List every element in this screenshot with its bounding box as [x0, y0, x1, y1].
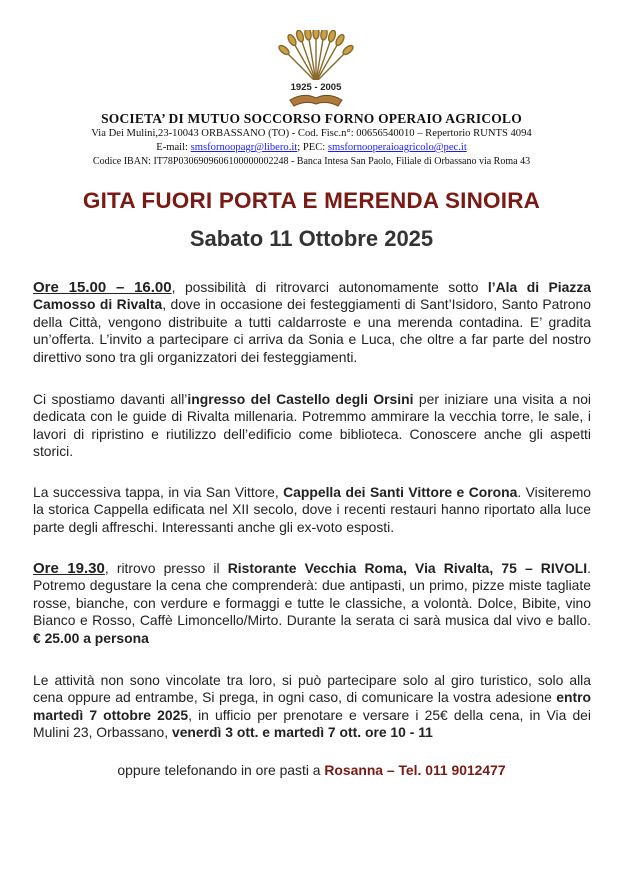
location-chapel: Cappella dei Santi Vittore e Corona	[283, 484, 518, 500]
text: , in ufficio per prenotare e versare i 25€ della cena, in Via dei Mulini 23, Orbassano,	[33, 706, 591, 741]
pec-label: ; PEC:	[297, 142, 326, 153]
paragraph-info	[33, 672, 591, 742]
phone-contact: Rosanna – Tel. 011 9012477	[324, 762, 506, 778]
society-logo	[270, 30, 362, 110]
text: , possibilità di ritrovarci autonomamente sotto	[171, 279, 488, 295]
location-restaurant: Ristorante Vecchia Roma, Via Rivalta, 75 – RIVOLI	[227, 560, 588, 576]
text: , ritrovo presso il	[104, 560, 228, 576]
organization-address: Via Dei Mulini,23-10043 ORBASSANO (TO) - Cod. Fisc.n°: 00656540010 – Repertorio RUNTS 4094	[91, 128, 532, 139]
paragraph-afternoon	[33, 279, 591, 366]
event-date: Sabato 11 Ottobre 2025	[189, 226, 434, 251]
pec-link[interactable]: smsfornooperaioagricolo@pec.it	[327, 142, 467, 153]
phone-contact-line	[0, 762, 623, 778]
email-label: E-mail:	[156, 142, 189, 153]
text: La successiva tappa, in via San Vittore,	[33, 484, 284, 500]
location-castle: ingresso del Castello degli Orsini	[187, 391, 414, 407]
text: . Visiteremo la storica Cappella edificata nel XII secolo, dove i recenti restauri hanno riportato alla luce parte degli affreschi. Interessanti anche gli ex-voto esposti.	[33, 484, 591, 535]
text: oppure telefonando in ore pasti a	[117, 762, 325, 778]
text: per iniziare una visita a noi dedicata con le guide di Rivalta millenaria. Potremmo ammirare la vecchia torre, le sale, i lavori di ripristino e riutilizzo dell’edificio come biblioteca. Conoscere anche gli aspetti storici.	[33, 391, 592, 460]
organization-name: SOCIETA’ DI MUTUO SOCCORSO FORNO OPERAIO AGRICOLO	[101, 111, 522, 126]
deadline: entro martedì 7 ottobre 2025	[33, 689, 591, 723]
email-link[interactable]: smsfornoopagr@libero.it	[190, 142, 298, 153]
text: . Potremo degustare la cena che comprenderà: due antipasti, un primo, pizze miste tagliate rosse, bianche, con verdure e formaggi e tutte le classiche, a volontà. Dolce, Bibite, vino Bianco e Rosso, Caffè Limoncello/Mirto. Durante la serata ci sarà musica dal vivo e ballo.	[33, 560, 591, 629]
wheat-sheaf-icon	[277, 30, 354, 82]
office-hours: venerdì 3 ott. e martedì 7 ott. ore 10 - 11	[171, 724, 433, 741]
handshake-icon	[290, 95, 342, 106]
paragraph-dinner	[33, 560, 591, 647]
text: Le attività non sono vincolate tra loro, si può partecipare solo al giro turistico, solo alla cena oppure ad entrambe, Si prega, in ogni caso, di comunicare la vostra adesione	[33, 672, 591, 706]
paragraph-chapel	[33, 484, 591, 536]
location-ala: l’Ala di Piazza Camosso di Rivalta	[33, 279, 592, 313]
event-title: GITA FUORI PORTA E MERENDA SINOIRA	[82, 188, 541, 213]
time-afternoon: Ore 15.00 – 16.00	[33, 279, 172, 296]
time-dinner: Ore 19.30	[33, 560, 105, 577]
price: € 25.00 a persona	[33, 629, 149, 646]
paragraph-castle	[33, 391, 591, 461]
logo-years: 1925 - 2005	[290, 82, 342, 93]
iban-line: Codice IBAN: IT78P0306909606100000002248 - Banca Intesa San Paolo, Filiale di Orbassano via Roma 43	[92, 156, 531, 167]
contact-line	[0, 142, 623, 153]
text: , dove in occasione dei festeggiamenti di Sant’Isidoro, Santo Patrono della Città, vengono distribuite a tutti caldarroste e una merenda contadina. E’ gradita un’offerta. L’invito a partecipare ci arriva da Sonia e Luca, che oltre a far parte del nostro direttivo sono tra gli organizzatori dei festeggiamenti.	[33, 296, 591, 365]
text: Ci spostiamo davanti all’	[33, 391, 188, 407]
